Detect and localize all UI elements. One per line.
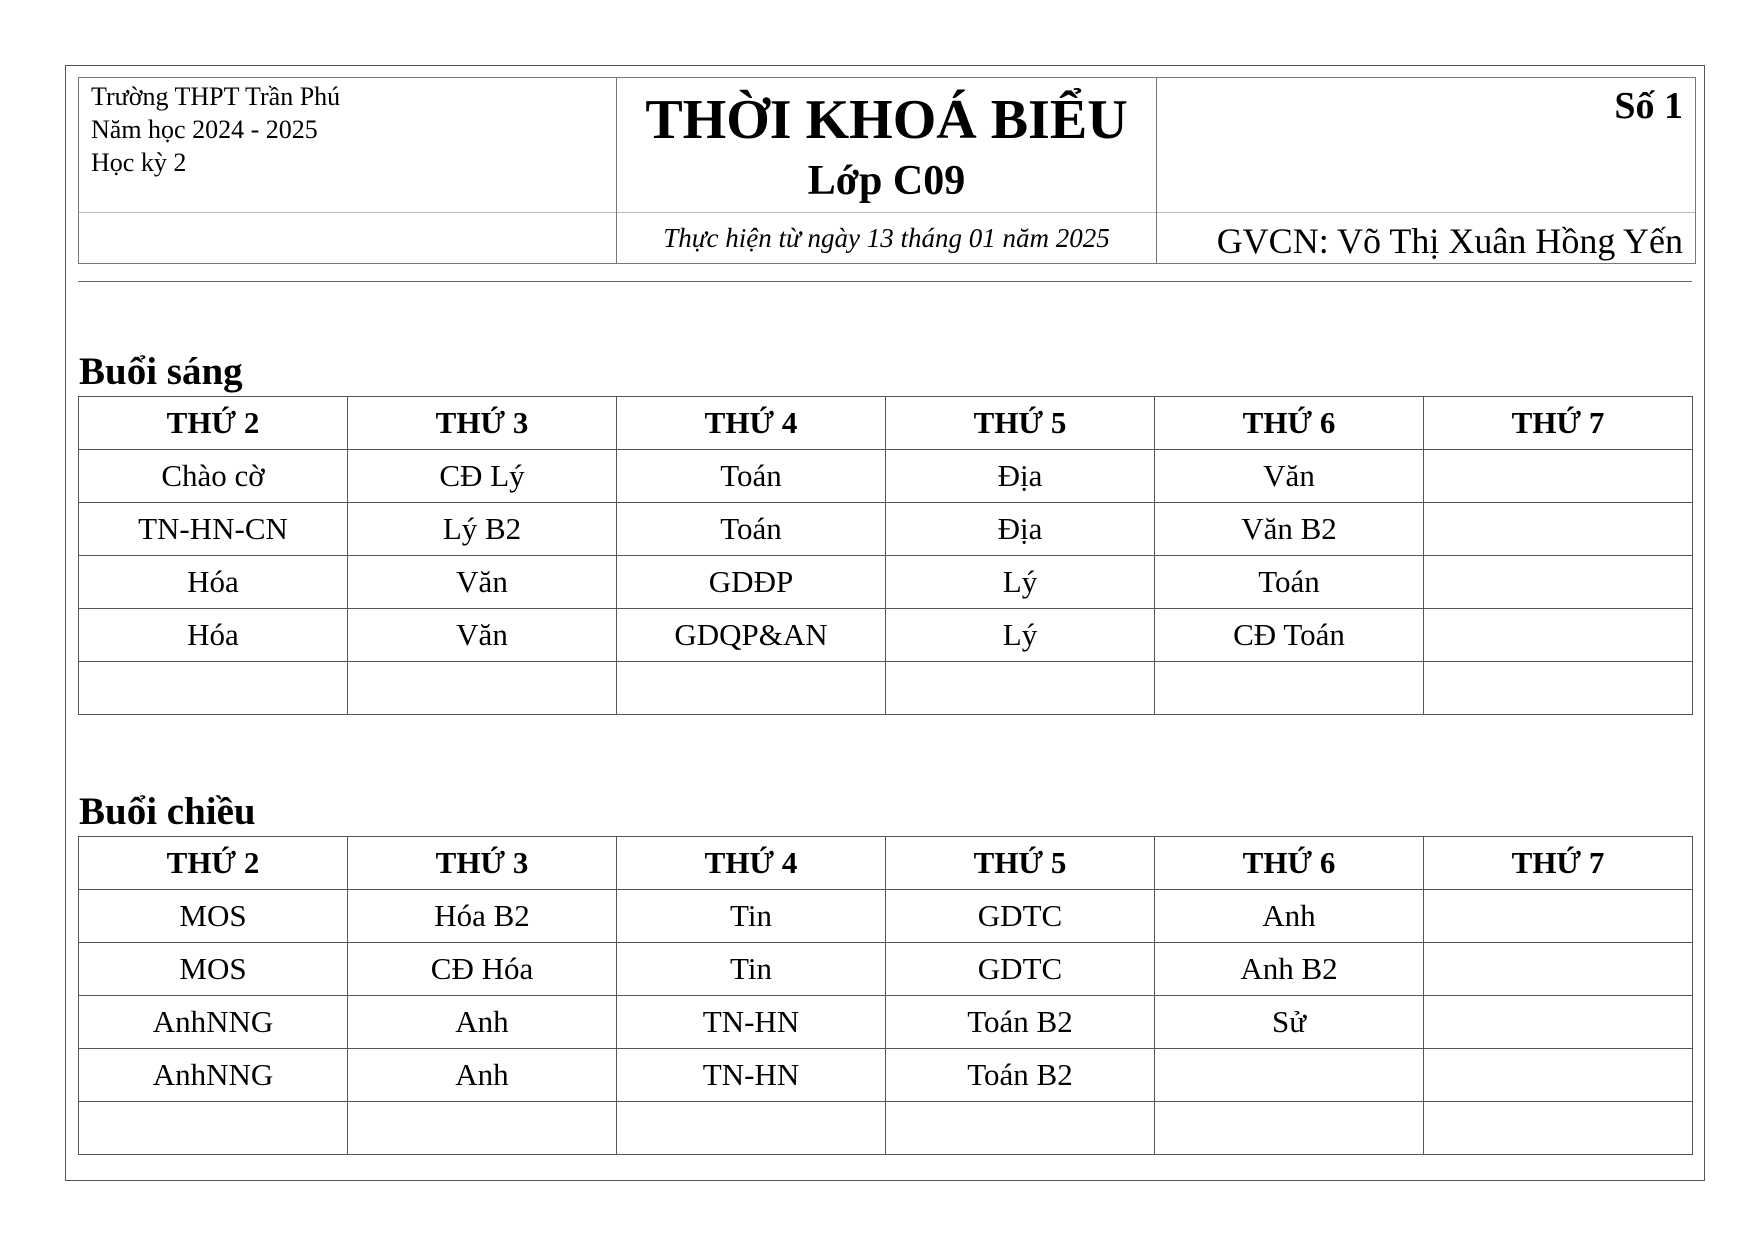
subject-cell	[79, 1102, 348, 1155]
subject-cell: GDTC	[886, 943, 1155, 996]
subject-cell: GDĐP	[617, 556, 886, 609]
day-header: THỨ 4	[617, 837, 886, 890]
subject-cell: Văn	[348, 556, 617, 609]
effective-date: Thực hiện từ ngày 13 tháng 01 năm 2025	[663, 223, 1110, 253]
period-row	[79, 1102, 1693, 1155]
subject-cell: Lý	[886, 609, 1155, 662]
period-row	[79, 450, 1693, 503]
subject-cell	[1424, 1102, 1693, 1155]
subject-cell: Toán B2	[886, 1049, 1155, 1102]
period-row	[79, 662, 1693, 715]
subject-cell	[348, 1102, 617, 1155]
subject-cell: Văn B2	[1155, 503, 1424, 556]
subject-cell: Văn	[1155, 450, 1424, 503]
document-title: THỜI KHOÁ BIỂU	[645, 89, 1128, 151]
subject-cell: CĐ Lý	[348, 450, 617, 503]
period-row	[79, 890, 1693, 943]
subject-cell: Hóa	[79, 609, 348, 662]
period-row	[79, 1049, 1693, 1102]
period-row	[79, 503, 1693, 556]
day-header: THỨ 3	[348, 397, 617, 450]
day-header: THỨ 3	[348, 837, 617, 890]
subject-cell	[348, 662, 617, 715]
subject-cell: CĐ Toán	[1155, 609, 1424, 662]
header-school-cell	[79, 78, 617, 264]
afternoon-session-title: Buổi chiều	[79, 790, 256, 833]
day-header-row	[79, 397, 1693, 450]
subject-cell: Toán	[617, 450, 886, 503]
subject-cell	[886, 662, 1155, 715]
subject-cell	[1424, 609, 1693, 662]
subject-cell	[1155, 1049, 1424, 1102]
subject-cell: GDTC	[886, 890, 1155, 943]
subject-cell	[1424, 890, 1693, 943]
day-header: THỨ 2	[79, 837, 348, 890]
subject-cell: MOS	[79, 890, 348, 943]
subject-cell	[1424, 450, 1693, 503]
school-year: Năm học 2024 - 2025	[91, 115, 318, 144]
day-header-row	[79, 837, 1693, 890]
subject-cell: TN-HN-CN	[79, 503, 348, 556]
header-info-cell	[1157, 78, 1696, 264]
subject-cell: Anh	[1155, 890, 1424, 943]
subject-cell: Anh B2	[1155, 943, 1424, 996]
day-header: THỨ 5	[886, 397, 1155, 450]
subject-cell	[617, 662, 886, 715]
class-name: Lớp C09	[807, 158, 966, 204]
subject-cell	[886, 1102, 1155, 1155]
homeroom-teacher: GVCN: Võ Thị Xuân Hồng Yến	[1216, 221, 1683, 261]
separator-line	[78, 281, 1692, 282]
header-divider	[617, 212, 1156, 213]
period-row	[79, 556, 1693, 609]
subject-cell: Địa	[886, 450, 1155, 503]
subject-cell	[1424, 943, 1693, 996]
subject-cell: Sử	[1155, 996, 1424, 1049]
school-name: Trường THPT Trần Phú	[91, 82, 341, 111]
period-row	[79, 609, 1693, 662]
header-divider	[1157, 212, 1695, 213]
subject-cell: Toán B2	[886, 996, 1155, 1049]
subject-cell: Văn	[348, 609, 617, 662]
subject-cell: Tin	[617, 943, 886, 996]
morning-timetable	[78, 396, 1693, 715]
afternoon-timetable	[78, 836, 1693, 1155]
day-header: THỨ 7	[1424, 397, 1693, 450]
subject-cell: Chào cờ	[79, 450, 348, 503]
subject-cell: Anh	[348, 1049, 617, 1102]
period-row	[79, 996, 1693, 1049]
subject-cell: MOS	[79, 943, 348, 996]
semester: Học kỳ 2	[91, 148, 187, 177]
subject-cell	[617, 1102, 886, 1155]
morning-session-title: Buổi sáng	[79, 350, 243, 393]
day-header: THỨ 5	[886, 837, 1155, 890]
subject-cell: Lý B2	[348, 503, 617, 556]
day-header: THỨ 4	[617, 397, 886, 450]
header-divider	[79, 212, 616, 213]
subject-cell: Lý	[886, 556, 1155, 609]
header-title-cell	[617, 78, 1157, 264]
subject-cell	[1424, 662, 1693, 715]
header-table	[78, 77, 1696, 264]
subject-cell	[1424, 556, 1693, 609]
subject-cell	[1424, 996, 1693, 1049]
subject-cell: AnhNNG	[79, 1049, 348, 1102]
subject-cell: Anh	[348, 996, 617, 1049]
subject-cell: Tin	[617, 890, 886, 943]
subject-cell: Hóa	[79, 556, 348, 609]
subject-cell: GDQP&AN	[617, 609, 886, 662]
subject-cell	[79, 662, 348, 715]
subject-cell: AnhNNG	[79, 996, 348, 1049]
subject-cell: Toán	[1155, 556, 1424, 609]
subject-cell: CĐ Hóa	[348, 943, 617, 996]
document-number: Số 1	[1614, 85, 1683, 127]
subject-cell: Toán	[617, 503, 886, 556]
subject-cell: TN-HN	[617, 996, 886, 1049]
subject-cell: Hóa B2	[348, 890, 617, 943]
day-header: THỨ 7	[1424, 837, 1693, 890]
subject-cell	[1155, 662, 1424, 715]
day-header: THỨ 2	[79, 397, 348, 450]
day-header: THỨ 6	[1155, 397, 1424, 450]
subject-cell	[1424, 1049, 1693, 1102]
subject-cell	[1155, 1102, 1424, 1155]
period-row	[79, 943, 1693, 996]
day-header: THỨ 6	[1155, 837, 1424, 890]
subject-cell: TN-HN	[617, 1049, 886, 1102]
subject-cell: Địa	[886, 503, 1155, 556]
subject-cell	[1424, 503, 1693, 556]
